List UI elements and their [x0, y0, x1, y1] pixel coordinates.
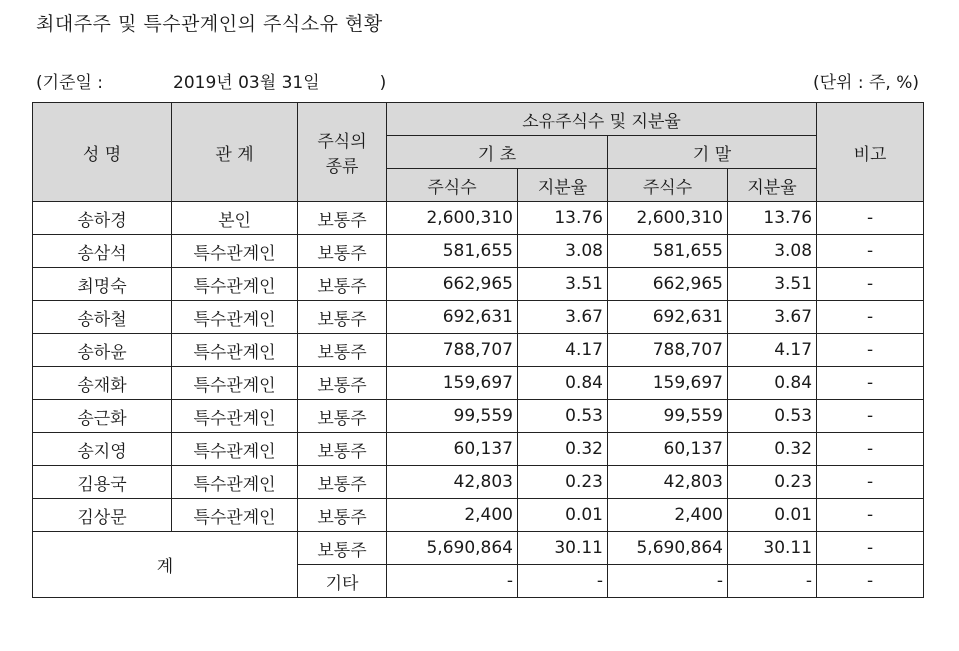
header-begin-shares: 주식수: [387, 169, 518, 202]
cell-end-ratio: 30.11: [728, 532, 817, 565]
cell-note: -: [817, 334, 924, 367]
cell-name: 송근화: [33, 400, 172, 433]
table-row: [33, 433, 924, 466]
header-end-ratio: 지분율: [728, 169, 817, 202]
cell-type: 보통주: [298, 334, 387, 367]
cell-name: 송재화: [33, 367, 172, 400]
cell-end-ratio: 0.23: [728, 466, 817, 499]
header-relation: 관 계: [172, 103, 298, 202]
cell-note: -: [817, 433, 924, 466]
header-begin-ratio: 지분율: [518, 169, 608, 202]
cell-name: 송하철: [33, 301, 172, 334]
unit-label: (단위 : 주, %): [812, 73, 919, 93]
cell-name: 송하경: [33, 202, 172, 235]
cell-end-shares: 662,965: [608, 268, 728, 301]
cell-begin-shares: 99,559: [387, 400, 518, 433]
cell-name: 송삼석: [33, 235, 172, 268]
cell-relation: 본인: [172, 202, 298, 235]
cell-end-shares: -: [608, 565, 728, 598]
cell-note: -: [817, 400, 924, 433]
cell-name: 송지영: [33, 433, 172, 466]
cell-end-shares: 5,690,864: [608, 532, 728, 565]
cell-relation: 특수관계인: [172, 466, 298, 499]
cell-begin-ratio: 3.67: [518, 301, 608, 334]
cell-relation: 특수관계인: [172, 301, 298, 334]
cell-note: -: [817, 268, 924, 301]
table-row: [33, 400, 924, 433]
cell-type: 보통주: [298, 499, 387, 532]
cell-begin-shares: 5,690,864: [387, 532, 518, 565]
cell-name: 김상문: [33, 499, 172, 532]
cell-begin-shares: 788,707: [387, 334, 518, 367]
cell-begin-shares: 581,655: [387, 235, 518, 268]
cell-name: 최명숙: [33, 268, 172, 301]
cell-end-shares: 2,400: [608, 499, 728, 532]
cell-type: 보통주: [298, 268, 387, 301]
cell-end-ratio: 0.32: [728, 433, 817, 466]
header-ending: 기 말: [608, 136, 817, 169]
cell-name: 김용국: [33, 466, 172, 499]
cell-end-shares: 99,559: [608, 400, 728, 433]
cell-begin-shares: 42,803: [387, 466, 518, 499]
cell-relation: 특수관계인: [172, 499, 298, 532]
cell-relation: 특수관계인: [172, 400, 298, 433]
table-row: [33, 367, 924, 400]
cell-note: -: [817, 532, 924, 565]
table-row: [33, 202, 924, 235]
cell-note: -: [817, 565, 924, 598]
table-row: [33, 499, 924, 532]
cell-type: 보통주: [298, 202, 387, 235]
table-row: [33, 466, 924, 499]
cell-note: -: [817, 466, 924, 499]
cell-type: 보통주: [298, 235, 387, 268]
cell-end-shares: 60,137: [608, 433, 728, 466]
table-row: [33, 301, 924, 334]
header-name: 성 명: [33, 103, 172, 202]
shareholder-table: [32, 102, 924, 598]
cell-begin-ratio: 30.11: [518, 532, 608, 565]
cell-begin-shares: 2,600,310: [387, 202, 518, 235]
cell-relation: 특수관계인: [172, 235, 298, 268]
header-ownership: 소유주식수 및 지분율: [387, 103, 817, 136]
cell-end-ratio: 4.17: [728, 334, 817, 367]
cell-end-shares: 788,707: [608, 334, 728, 367]
cell-begin-ratio: 0.53: [518, 400, 608, 433]
cell-begin-ratio: 0.32: [518, 433, 608, 466]
cell-end-ratio: 0.53: [728, 400, 817, 433]
header-end-shares: 주식수: [608, 169, 728, 202]
cell-end-ratio: 0.01: [728, 499, 817, 532]
total-row-common: [33, 532, 924, 565]
base-date-close: ): [379, 73, 387, 93]
cell-begin-ratio: 3.08: [518, 235, 608, 268]
header-beginning: 기 초: [387, 136, 608, 169]
cell-note: -: [817, 301, 924, 334]
cell-begin-ratio: 13.76: [518, 202, 608, 235]
cell-type: 보통주: [298, 301, 387, 334]
cell-end-ratio: 3.51: [728, 268, 817, 301]
cell-type: 보통주: [298, 400, 387, 433]
base-date: [36, 68, 386, 93]
cell-begin-shares: 60,137: [387, 433, 518, 466]
cell-end-ratio: 0.84: [728, 367, 817, 400]
cell-begin-shares: 662,965: [387, 268, 518, 301]
cell-type: 보통주: [298, 466, 387, 499]
cell-note: -: [817, 235, 924, 268]
cell-end-ratio: 3.67: [728, 301, 817, 334]
cell-relation: 특수관계인: [172, 367, 298, 400]
cell-begin-shares: 692,631: [387, 301, 518, 334]
table-row: [33, 334, 924, 367]
cell-note: -: [817, 367, 924, 400]
base-date-open: (기준일 :: [36, 73, 104, 93]
cell-name: 송하윤: [33, 334, 172, 367]
cell-relation: 특수관계인: [172, 268, 298, 301]
cell-begin-ratio: 0.84: [518, 367, 608, 400]
cell-begin-ratio: 0.23: [518, 466, 608, 499]
cell-end-shares: 692,631: [608, 301, 728, 334]
cell-end-ratio: -: [728, 565, 817, 598]
cell-end-shares: 2,600,310: [608, 202, 728, 235]
cell-type: 보통주: [298, 367, 387, 400]
page-title: 최대주주 및 특수관계인의 주식소유 현황: [36, 13, 383, 35]
cell-begin-ratio: 0.01: [518, 499, 608, 532]
cell-end-shares: 42,803: [608, 466, 728, 499]
header-stock-type: 주식의 종류: [298, 103, 387, 202]
table-row: [33, 235, 924, 268]
cell-begin-shares: 2,400: [387, 499, 518, 532]
cell-end-shares: 581,655: [608, 235, 728, 268]
cell-end-shares: 159,697: [608, 367, 728, 400]
cell-end-ratio: 13.76: [728, 202, 817, 235]
cell-begin-ratio: 3.51: [518, 268, 608, 301]
base-date-value: 2019년 03월 31일: [173, 73, 320, 93]
cell-end-ratio: 3.08: [728, 235, 817, 268]
cell-relation: 특수관계인: [172, 334, 298, 367]
cell-note: -: [817, 499, 924, 532]
cell-begin-ratio: -: [518, 565, 608, 598]
cell-begin-shares: 159,697: [387, 367, 518, 400]
cell-type: 보통주: [298, 433, 387, 466]
cell-type: 기타: [298, 565, 387, 598]
total-label: 계: [33, 532, 298, 598]
cell-type: 보통주: [298, 532, 387, 565]
cell-begin-shares: -: [387, 565, 518, 598]
header-note: 비고: [817, 103, 924, 202]
cell-note: -: [817, 202, 924, 235]
cell-relation: 특수관계인: [172, 433, 298, 466]
cell-begin-ratio: 4.17: [518, 334, 608, 367]
table-row: [33, 268, 924, 301]
